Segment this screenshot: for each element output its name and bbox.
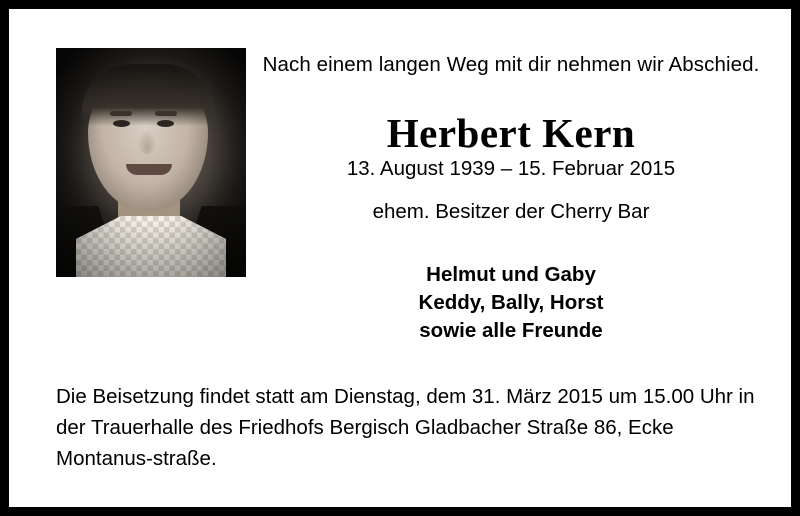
funeral-details: Die Beisetzung findet statt am Dienstag, dem 31. März 2015 um 15.00 Uhr in der Trauerhalle des Friedhofs Bergisch Gladbacher Straße 86, Ecke Montanus-straße. [56,385,755,470]
portrait-photo [56,48,246,277]
obituary-inner [9,9,791,507]
mourner-line: sowie alle Freunde [419,319,603,342]
mourner-line: Helmut und Gaby [426,263,596,286]
mourners-block [261,261,761,345]
life-dates: 13. August 1939 – 15. Februar 2015 [346,157,676,180]
farewell-line: Nach einem langen Weg mit dir nehmen wir Abschied. [262,53,760,76]
deceased-name: Herbert Kern [386,110,636,156]
occupation-line: ehem. Besitzer der Cherry Bar [372,200,650,223]
mourner-line: Keddy, Bally, Horst [418,291,604,314]
photo-vignette [56,48,246,277]
